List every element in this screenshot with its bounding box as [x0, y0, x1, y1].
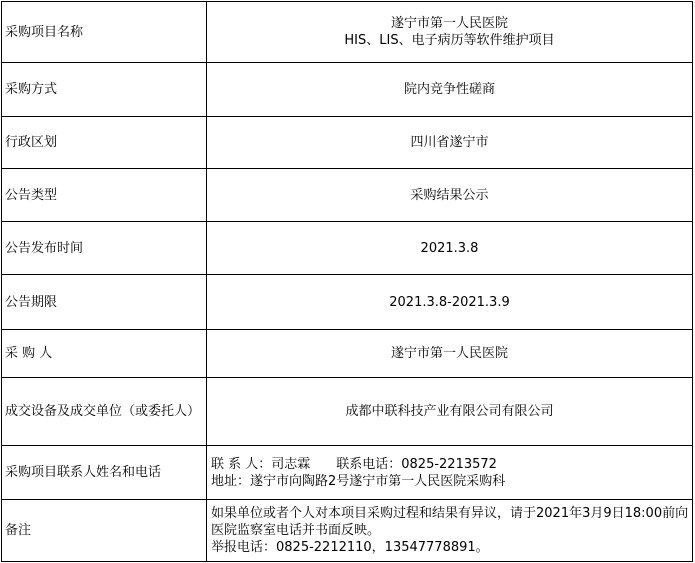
- row-label-remarks: 备注: [2, 500, 207, 562]
- remarks-report-phone: 举报电话：0825-2212110，13547778891。: [211, 540, 489, 555]
- project-name-line-1: 遂宁市第一人民医院: [390, 16, 508, 31]
- row-label-region: 行政区划: [2, 117, 207, 169]
- table-row: [2, 378, 693, 446]
- table-row: [2, 330, 693, 378]
- row-label-project-name: 采购项目名称: [2, 2, 207, 63]
- row-label-procurement-method: 采购方式: [2, 63, 207, 117]
- row-value-remarks: [207, 500, 693, 562]
- row-label-purchaser: 采 购 人: [2, 330, 207, 378]
- row-label-winning-supplier: 成交设备及成交单位（或委托人）: [2, 378, 207, 446]
- row-value-publish-date: 2021.3.8: [207, 222, 693, 275]
- table-row: [2, 63, 693, 117]
- row-value-winning-supplier: 成都中联科技产业有限公司有限公司: [207, 378, 693, 446]
- table-row: [2, 169, 693, 222]
- row-label-notice-period: 公告期限: [2, 275, 207, 330]
- row-label-notice-type: 公告类型: [2, 169, 207, 222]
- row-value-contact: [207, 446, 693, 500]
- table-row: [2, 117, 693, 169]
- table-row: [2, 275, 693, 330]
- row-value-notice-type: 采购结果公示: [207, 169, 693, 222]
- procurement-notice-table: [1, 1, 693, 562]
- table-row: [2, 500, 693, 562]
- row-value-project-name: [207, 2, 693, 63]
- table-row: [2, 446, 693, 500]
- row-value-region: 四川省遂宁市: [207, 117, 693, 169]
- contact-person-phone: 联 系 人：司志霖 联系电话：0825-2213572: [211, 456, 497, 472]
- table-row: [2, 2, 693, 63]
- row-label-contact: 采购项目联系人姓名和电话: [2, 446, 207, 500]
- row-label-publish-date: 公告发布时间: [2, 222, 207, 275]
- contact-address: 地址：遂宁市向陶路2号遂宁市第一人民医院采购科: [211, 473, 506, 489]
- row-value-purchaser: 遂宁市第一人民医院: [207, 330, 693, 378]
- row-value-procurement-method: 院内竞争性磋商: [207, 63, 693, 117]
- table-row: [2, 222, 693, 275]
- row-value-notice-period: 2021.3.8-2021.3.9: [207, 275, 693, 330]
- remarks-objection-text: 如果单位或者个人对本项目采购过程和结果有异议，请于2021年3月9日18:00前向医院监察室电话并书面反映。: [211, 506, 689, 538]
- project-name-line-2: HIS、LIS、电子病历等软件维护项目: [344, 33, 555, 48]
